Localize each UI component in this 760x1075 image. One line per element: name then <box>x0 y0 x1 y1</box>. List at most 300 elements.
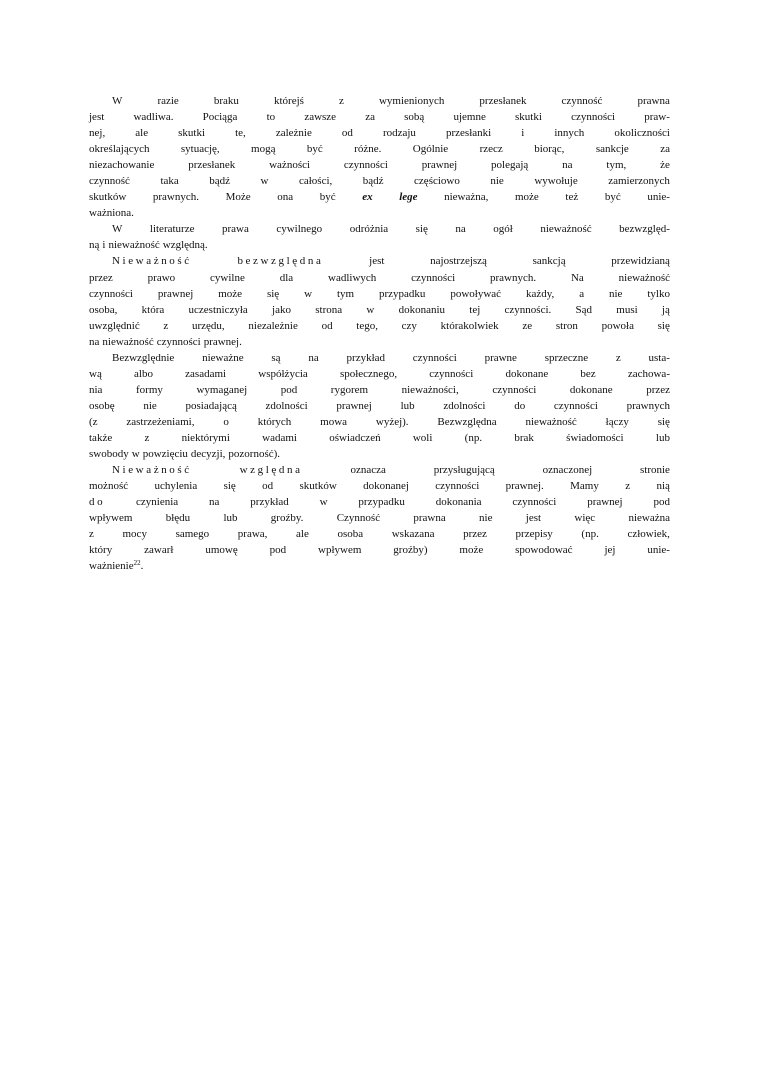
word: się <box>657 415 670 428</box>
text-line <box>89 318 670 334</box>
word: niektórymi <box>181 431 230 444</box>
word: skutki <box>178 127 206 140</box>
word: nieważność <box>618 271 670 284</box>
word: jej <box>604 544 616 557</box>
word: prawa, <box>237 528 268 541</box>
word: nią <box>656 480 670 493</box>
word: W <box>112 223 123 236</box>
word: prawnych. <box>490 271 537 284</box>
word: ną <box>89 239 100 252</box>
word: uwzględnić <box>89 319 140 332</box>
word: cywilne <box>210 271 245 284</box>
word: mowa <box>320 415 348 428</box>
word: się <box>415 223 428 236</box>
word: sankcje <box>595 143 629 156</box>
word: względną. <box>162 239 208 252</box>
word: nieważna <box>628 512 670 525</box>
word: wymienionych <box>378 95 445 107</box>
word: bezwzględna <box>237 255 324 268</box>
word: Może <box>225 191 251 204</box>
word: pozorność). <box>228 448 281 461</box>
document-body <box>89 93 670 574</box>
final-punctuation: . <box>140 560 144 573</box>
paragraph <box>89 253 670 349</box>
paragraph <box>89 93 670 221</box>
word: całości, <box>298 175 333 188</box>
word: od <box>341 127 353 140</box>
word: cywilnego <box>276 223 323 236</box>
word: tylko <box>647 287 670 300</box>
word: skutków <box>299 480 337 493</box>
word: łączy <box>605 415 629 428</box>
text-line <box>89 93 670 109</box>
word: jako <box>272 303 291 316</box>
word: może <box>459 544 484 557</box>
word: czynności <box>512 496 557 509</box>
word: Ogólnie <box>412 143 449 156</box>
word: którakolwiek <box>440 319 499 332</box>
word: prawnej <box>336 399 372 412</box>
word: samego <box>175 528 210 541</box>
word: wskazana <box>391 528 435 541</box>
text-line <box>89 286 670 302</box>
word: dokonane <box>569 383 613 396</box>
word: przysługującą <box>433 464 495 477</box>
word: ze <box>522 319 533 332</box>
word: pod <box>280 383 298 396</box>
word: osoba, <box>89 303 118 316</box>
word: najostrzejszą <box>430 255 487 268</box>
paragraph <box>89 221 670 253</box>
word: współżycia <box>258 367 308 380</box>
word: prawnych. <box>152 191 199 204</box>
word: spowodować <box>515 544 573 557</box>
word: biorąc, <box>534 143 565 156</box>
word: innych <box>554 127 585 140</box>
word: wadliwych <box>328 271 377 284</box>
text-line <box>89 478 670 494</box>
word: stronie <box>640 464 670 477</box>
word: ujemne <box>453 111 486 124</box>
word: zastrzeżeniami, <box>126 415 195 428</box>
word: z <box>339 95 344 107</box>
word: nia <box>89 383 103 396</box>
word: czynności <box>89 287 133 300</box>
word: na <box>89 335 100 348</box>
word: Sąd <box>575 303 593 316</box>
word: w <box>131 448 140 461</box>
word: (np. <box>464 431 483 444</box>
text-line <box>89 494 670 510</box>
word: z <box>625 480 631 493</box>
word: przez <box>646 383 670 396</box>
word: także <box>89 431 113 444</box>
word: się <box>223 480 236 493</box>
word: czynności <box>571 111 616 124</box>
word: być <box>319 191 336 204</box>
word: być <box>306 143 323 156</box>
word: w <box>366 303 375 316</box>
word: jest <box>525 512 542 525</box>
word: oświadczeń <box>329 431 381 444</box>
word: okoliczności <box>614 127 670 140</box>
word: oznaczonej <box>542 464 593 477</box>
word: o <box>223 415 229 428</box>
footnote-marker: 22 <box>133 559 141 568</box>
word: Pociąga <box>202 111 238 124</box>
word: a <box>579 287 585 300</box>
word: że <box>660 159 670 172</box>
word: człowiek, <box>627 528 670 541</box>
text-line <box>89 558 670 574</box>
word: też <box>565 191 579 204</box>
word: których <box>257 415 292 428</box>
paragraph <box>89 350 670 462</box>
word: nej, <box>89 127 106 140</box>
word: świadomości <box>566 431 624 444</box>
word: ale <box>296 528 309 541</box>
word: dokonanej <box>363 480 409 493</box>
word: jest <box>89 111 105 124</box>
word: literaturze <box>149 223 195 236</box>
word: czynności <box>492 383 537 396</box>
word: unie- <box>647 191 670 204</box>
text-line <box>89 141 670 157</box>
word: jest <box>369 255 385 268</box>
word: prawnej. <box>505 480 544 493</box>
text-line <box>89 253 670 269</box>
word: czynności <box>411 271 456 284</box>
word: czynności <box>553 399 598 412</box>
word: zależnie <box>275 127 312 140</box>
word: prawnej. <box>203 335 242 348</box>
word: lub <box>400 399 415 412</box>
word: urzędu, <box>192 319 225 332</box>
word: ex <box>362 191 373 204</box>
word: bądź <box>209 175 231 188</box>
word: tej <box>469 303 481 316</box>
word: może <box>218 287 243 300</box>
word: bądź <box>362 175 384 188</box>
word: woli <box>412 431 433 444</box>
word: wyżej). <box>375 415 409 428</box>
paragraph <box>89 462 670 574</box>
word: prawna <box>413 512 446 525</box>
word: mocy <box>122 528 147 541</box>
word: to <box>266 111 276 124</box>
word: od <box>321 319 333 332</box>
word: nie <box>490 175 504 188</box>
word: ogół <box>493 223 513 236</box>
word: zdolności <box>265 399 308 412</box>
word: te, <box>235 127 246 140</box>
word: do <box>89 496 106 509</box>
word: osobę <box>89 399 115 412</box>
word: Mamy <box>570 480 599 493</box>
word: możność <box>89 480 129 493</box>
word: czynności <box>343 159 388 172</box>
text-line <box>89 366 670 382</box>
word: ważnienie$^{22}$. <box>89 559 144 573</box>
word: się <box>657 319 670 332</box>
word: przesłanek <box>188 159 236 172</box>
text-line <box>89 334 670 350</box>
word: na <box>455 223 466 236</box>
word: z <box>89 528 94 541</box>
word: przez <box>463 528 487 541</box>
word: Nieważność <box>112 255 192 268</box>
word: albo <box>134 367 153 380</box>
word: braku <box>213 95 239 107</box>
word: ona <box>277 191 294 204</box>
word: na <box>562 159 573 172</box>
word: brak <box>514 431 534 444</box>
word: wywołuje <box>534 175 578 188</box>
word: (z <box>89 415 98 428</box>
word: formy <box>136 383 163 396</box>
word: praw- <box>644 111 670 124</box>
word: rygorem <box>330 383 369 396</box>
word: w <box>319 496 328 509</box>
text-line <box>89 109 670 125</box>
word: Nieważność <box>112 464 192 477</box>
word: groźby. <box>270 512 304 525</box>
word: usta- <box>648 351 670 364</box>
word: powzięciu <box>142 448 188 461</box>
word: nieważność <box>525 415 577 428</box>
word: mogą <box>251 143 276 156</box>
word: z <box>144 431 150 444</box>
word: razie <box>157 95 179 107</box>
text-line <box>89 526 670 542</box>
word: dla <box>279 271 294 284</box>
text-line <box>89 350 670 366</box>
word: i <box>102 239 106 252</box>
word: do <box>514 399 526 412</box>
word: społecznego, <box>339 367 398 380</box>
word: rzecz <box>479 143 503 156</box>
word: tego, <box>356 319 378 332</box>
word: przypadku <box>379 287 426 300</box>
word: wadliwa. <box>133 111 174 124</box>
text-line <box>89 125 670 141</box>
word: nieważne <box>202 351 244 364</box>
word: w <box>260 175 269 188</box>
word: zawsze <box>304 111 337 124</box>
word: pod <box>653 496 670 509</box>
text-line <box>89 510 670 526</box>
text-line <box>89 173 670 189</box>
word: Bezwzględnie <box>112 351 175 364</box>
word: Na <box>570 271 584 284</box>
word: wadami <box>262 431 297 444</box>
word: przez <box>89 271 113 284</box>
word: dokonania <box>435 496 482 509</box>
word: którejś <box>274 95 304 107</box>
word: czynność <box>89 175 130 188</box>
word: błędu <box>165 512 191 525</box>
word: prawne <box>484 351 517 364</box>
word: czy <box>401 319 417 332</box>
word: sprzeczne <box>544 351 589 364</box>
word: prawo <box>147 271 176 284</box>
word: nie <box>143 399 157 412</box>
word: wpływem <box>89 512 133 525</box>
word: się <box>266 287 280 300</box>
word: uczestniczyła <box>188 303 248 316</box>
word: tym <box>336 287 355 300</box>
word: (np. <box>581 528 599 541</box>
word: może <box>514 191 539 204</box>
word: na <box>209 496 220 509</box>
word: zachowa- <box>627 367 670 380</box>
word: czynności <box>435 480 480 493</box>
word: nieważna, <box>444 191 489 204</box>
word: zasadami <box>185 367 227 380</box>
word: prawnej <box>421 159 458 172</box>
word: ważności <box>269 159 311 172</box>
word: bez <box>580 367 596 380</box>
word: być <box>604 191 621 204</box>
word: zawarł <box>144 544 174 557</box>
word: umowę <box>205 544 238 557</box>
word: przewidzianą <box>611 255 670 268</box>
word: swobody <box>89 448 129 461</box>
word: rodzaju <box>382 127 416 140</box>
word: wpływem <box>318 544 362 557</box>
word: wą <box>89 367 102 380</box>
word: przesłanki <box>445 127 492 140</box>
word: tym, <box>606 159 627 172</box>
text-line <box>89 237 670 253</box>
word: prawnej <box>157 287 194 300</box>
word: która <box>141 303 165 316</box>
word: skutków <box>89 191 127 204</box>
text-line <box>89 270 670 286</box>
word: i <box>521 127 525 140</box>
text-line <box>89 414 670 430</box>
word: za <box>365 111 375 124</box>
word: Bezwzględna <box>437 415 497 428</box>
word: w <box>304 287 313 300</box>
word: względna <box>239 464 303 477</box>
word: nie <box>608 287 623 300</box>
word: oznacza <box>350 464 386 477</box>
word: bezwzględ- <box>619 223 670 236</box>
word: z <box>615 351 621 364</box>
word: określających <box>89 143 150 156</box>
word: ważniona. <box>89 207 134 220</box>
word: czynności <box>429 367 474 380</box>
word: dokonaniu <box>398 303 446 316</box>
word: lub <box>655 431 670 444</box>
word: posiadającą <box>185 399 237 412</box>
text-line <box>89 205 670 221</box>
word: unie- <box>647 544 670 557</box>
word: decyzji, <box>190 448 226 461</box>
word: przypadku <box>358 496 405 509</box>
text-line <box>89 382 670 398</box>
word: który <box>89 544 113 557</box>
word: wymaganej <box>196 383 248 396</box>
word: czynności. <box>504 303 552 316</box>
word: prawnych <box>626 399 670 412</box>
word: czynności <box>412 351 457 364</box>
word: sobą <box>404 111 425 124</box>
word: prawnej <box>587 496 623 509</box>
word: taka <box>160 175 179 188</box>
text-line <box>89 542 670 558</box>
text-line <box>89 430 670 446</box>
word: skutki <box>515 111 542 124</box>
word: przykład <box>250 496 289 509</box>
word: zamierzonych <box>608 175 670 188</box>
word: odróżnia <box>349 223 389 236</box>
word: każdy, <box>525 287 555 300</box>
word: groźby) <box>393 544 428 557</box>
word: czynność <box>561 95 603 107</box>
word: różne. <box>354 143 382 156</box>
word: osoba <box>337 528 364 541</box>
word: lub <box>223 512 238 525</box>
word: uchylenia <box>154 480 198 493</box>
text-line <box>89 446 670 462</box>
text-line <box>89 398 670 414</box>
word: nieważność <box>108 239 160 252</box>
word: powoływać <box>450 287 502 300</box>
word: od <box>262 480 274 493</box>
word: za <box>660 143 670 156</box>
word: prawa <box>221 223 249 236</box>
word: z <box>163 319 169 332</box>
word: przepisy <box>515 528 553 541</box>
word: stron <box>555 319 578 332</box>
word: niezależnie <box>248 319 298 332</box>
text-line <box>89 157 670 173</box>
word: więc <box>574 512 596 525</box>
word: powoła <box>601 319 634 332</box>
word: pod <box>269 544 287 557</box>
word: czynności <box>156 335 201 348</box>
word: prawna <box>637 95 670 107</box>
word: musi <box>616 303 638 316</box>
word: częściowo <box>414 175 460 188</box>
word: na <box>308 351 319 364</box>
text-line <box>89 302 670 318</box>
word: Czynność <box>336 512 381 525</box>
word: czynienia <box>136 496 179 509</box>
text-line <box>89 189 670 205</box>
text-line <box>89 221 670 237</box>
word: strona <box>315 303 343 316</box>
word: przykład <box>346 351 386 364</box>
word: ale <box>135 127 149 140</box>
text-line <box>89 462 670 478</box>
word: nieważność <box>102 335 154 348</box>
word: nie <box>479 512 493 525</box>
word: zdolności <box>443 399 486 412</box>
word: sankcją <box>532 255 566 268</box>
word: nieważność <box>540 223 592 236</box>
word: dokonane <box>505 367 549 380</box>
word: W <box>112 95 123 107</box>
word: sytuację, <box>180 143 220 156</box>
word: przesłanek <box>479 95 527 107</box>
word: ją <box>661 303 670 316</box>
word: lege <box>399 191 418 204</box>
word: nieważności, <box>401 383 459 396</box>
word: niezachowanie <box>89 159 155 172</box>
